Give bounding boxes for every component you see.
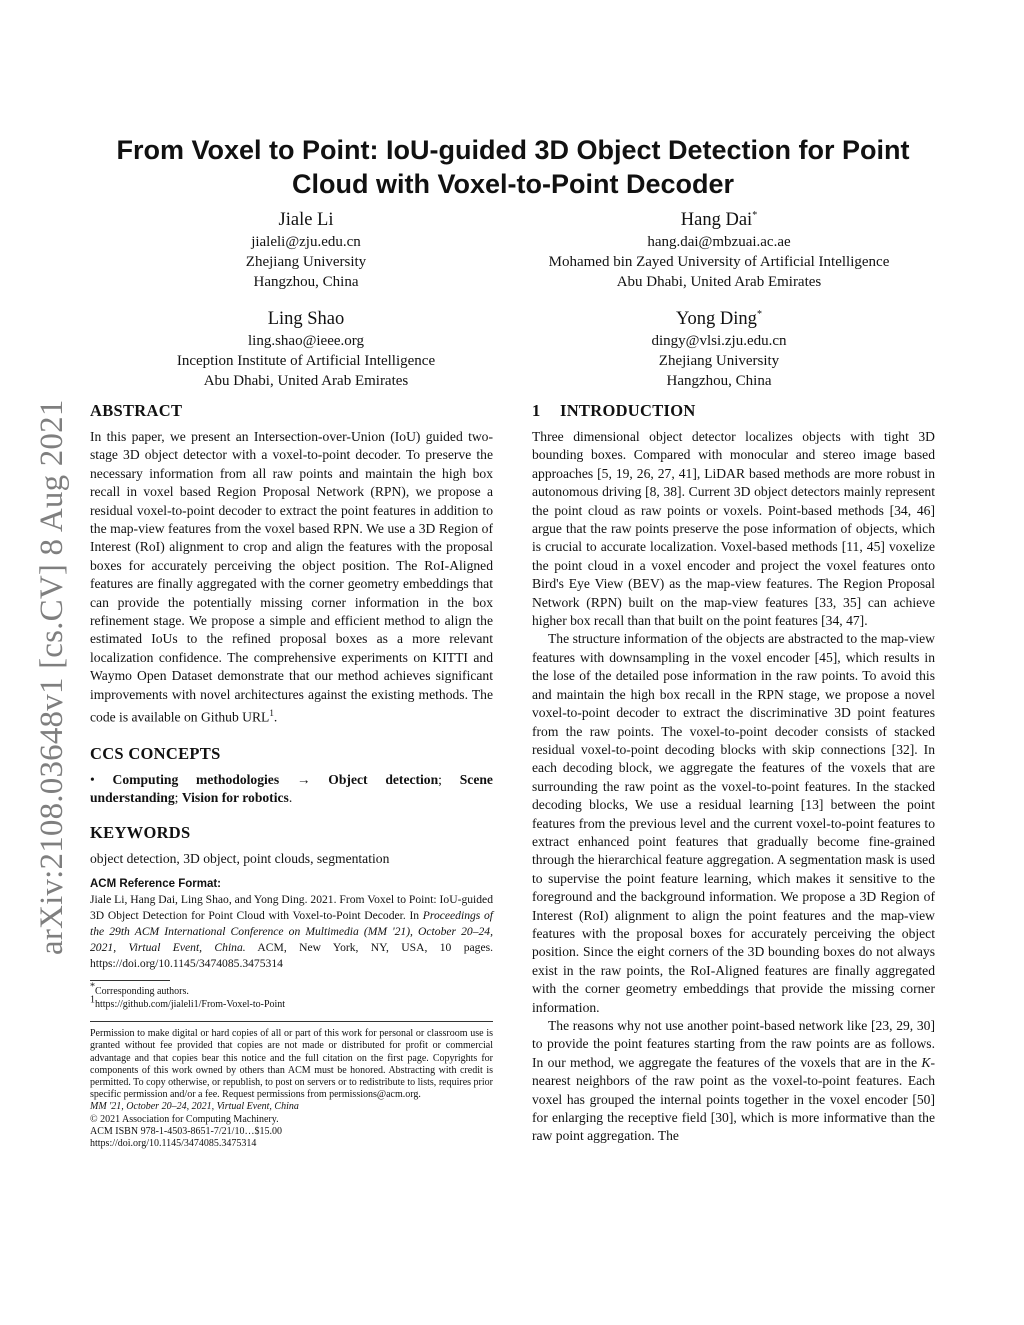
- author-name: Ling Shao: [267, 309, 345, 329]
- author-location: Abu Dhabi, United Arab Emirates: [616, 274, 822, 290]
- abstract-heading: ABSTRACT: [90, 401, 183, 420]
- author-name: Yong Ding*: [676, 308, 762, 329]
- introduction-heading: 1 INTRODUCTION: [532, 401, 696, 420]
- acm-reference-label: ACM Reference Format:: [90, 878, 221, 891]
- author-block-2: [519, 208, 919, 292]
- left-column: [90, 400, 493, 1150]
- footnote-divider: [90, 980, 170, 981]
- permission-divider: [90, 1021, 493, 1022]
- author-block-1: [186, 208, 426, 292]
- author-email[interactable]: hang.dai@mbzuai.ac.ae: [647, 234, 791, 250]
- keywords-text: object detection, 3D object, point clouds, segmentation: [90, 850, 390, 866]
- author-location: Hangzhou, China: [666, 373, 772, 389]
- copyright-line: © 2021 Association for Computing Machinery.: [90, 1113, 279, 1125]
- ccs-concepts: • Computing methodologies → Object detection; Scene understanding; Vision for robotics.: [90, 772, 493, 806]
- isbn-line: ACM ISBN 978-1-4503-8651-7/21/10…$15.00: [90, 1125, 282, 1137]
- acm-reference: Jiale Li, Hang Dai, Ling Shao, and Yong Ding. 2021. From Voxel to Point: IoU-guided 3D Object Detection for Point Cloud with Voxel-to-Point Decoder. In Proceedings of the 29th ACM International Conference on Multimedia (MM '21), October 20–24, 2021, Virtual Event, China. ACM, New York, NY, USA, 10 pages. https://doi.org/10.1145/3474085.3475314: [90, 893, 493, 971]
- footnote-github-link[interactable]: $^1$https://github.com/jialeli1/From-Voxel-to-Point: [90, 994, 286, 1011]
- right-column: [532, 400, 935, 1146]
- author-affiliation: Mohamed bin Zayed University of Artificial Intelligence: [548, 254, 890, 270]
- doi-link[interactable]: https://doi.org/10.1145/3474085.3475314: [90, 1138, 257, 1150]
- author-location: Abu Dhabi, United Arab Emirates: [203, 373, 409, 389]
- paper-title: From Voxel to Point: IoU-guided 3D Object Detection for Point Cloud with Voxel-to-Point Decoder: [116, 135, 910, 199]
- author-block-4: [599, 307, 839, 391]
- author-affiliation: Zhejiang University: [245, 254, 367, 270]
- author-affiliation: Zhejiang University: [658, 353, 780, 369]
- author-location: Hangzhou, China: [253, 274, 359, 290]
- abstract-text: In this paper, we present an Intersection-over-Union (IoU) guided two-stage 3D object detector with a voxel-to-point decoder. To preserve the necessary information from all raw points and maintain the high box recall in voxel based Region Proposal Network (RPN), we propose a residual voxel-to-point decoder to extract the point features in addition to the map-view features from the voxel based RPN. We use a 3D Region of Interest (RoI) alignment to crop and align the features with the proposal boxes for accurately perceiving the object position. The RoI-Aligned features are finally aggregated with the corner geometry embeddings that can provide the potentially missing corner information in the box refinement stage. We propose a simple and efficient method to align the estimated IoUs to the refined proposal boxes as a more relevant localization confidence. The comprehensive experiments on KITTI and Waymo Open Dataset demonstrate that our method achieves significant improvements with novel architectures against the existing methods. The code is available on Github URL$^1$.: [90, 429, 493, 725]
- author-name: Jiale Li: [278, 210, 334, 230]
- permission-notice: Permission to make digital or hard copies of all or part of this work for personal or classroom use is granted without fee provided that copies are not made or distributed for profit or commercial advantage and that copies bear this notice and the full citation on the first page. Copyrights for components of this work owned by others than ACM must be honored. Abstracting with credit is permitted. To copy otherwise, or republish, to post on servers or to redistribute to lists, requires prior specific permission and/or a fee. Request permissions from permissions@acm.org.: [90, 1028, 493, 1101]
- keywords-heading: KEYWORDS: [90, 822, 191, 842]
- arxiv-identifier-stamp[interactable]: arXiv:2108.03648v1 [cs.CV] 8 Aug 2021: [34, 399, 70, 955]
- author-name: Hang Dai*: [680, 209, 758, 230]
- intro-paragraph-3: The reasons why not use another point-based network like [23, 29, 30] to provide the point features starting from the raw points are as follows. In our method, we aggregate the features of the voxels that are in the K-nearest neighbors of the raw point as the voxel-to-point features. Each voxel has grouped the internal points together in the voxel encoder [50] for enlarging the receptive field [30], which is more informative than the raw point aggregation. The: [532, 1018, 935, 1144]
- author-email[interactable]: jialeli@zju.edu.cn: [251, 234, 361, 250]
- author-email[interactable]: dingy@vlsi.zju.edu.cn: [651, 333, 787, 349]
- author-block-3: [146, 307, 466, 391]
- footnote-corresponding: *Corresponding authors.: [90, 981, 189, 998]
- author-email[interactable]: ling.shao@ieee.org: [247, 333, 364, 349]
- permission-venue: MM '21, October 20–24, 2021, Virtual Event, China: [90, 1101, 299, 1113]
- author-affiliation: Inception Institute of Artificial Intelligence: [176, 353, 436, 369]
- intro-paragraph-2: The structure information of the objects are abstracted to the map-view features with downsampling in the voxel encoder [45], which results in the lose of the detailed pose information in the raw points. To avoid this and maintain the high box recall in the RPN stage, we propose a novel voxel-to-point decoder to extract the discriminative 3D point features from the raw points. The voxel-to-point decoder consists of stacked residual voxel-to-point decoding blocks with skip connections [32]. In each decoding block, we aggregate the features of the voxels that are surrounding the raw point as the voxel-to-point features. In the stacked decoding blocks, We use a residual learning [13] between the point features from the previous level and the current voxel-to-point features to extract enhanced point features that gradually become fine-grained through the hierarchical feature aggregation. A segmentation mask is used to supervise the point feature learning, which makes it sensitive to the foreground and the background information. We propose a 3D Region of Interest (RoI) alignment to align the point features and the map-view features with the proposal boxes for accurately perceiving the object position. Since the eight corners of the 3D bounding boxes do not always exist in the raw points, the RoI-Aligned features are finally aggregated with the corner geometry embeddings that provide the missing corner information.: [532, 631, 935, 1015]
- footnote-ref[interactable]: 1: [269, 708, 274, 719]
- ccs-heading: CCS CONCEPTS: [90, 744, 221, 764]
- intro-paragraph-1: Three dimensional object detector localizes objects with tight 3D bounding boxes. Compared with monocular and stereo image based approaches [5, 19, 26, 27, 41], LiDAR based methods are more robust in autonomous driving [8, 38]. Current 3D object detectors mainly represent the point cloud as raw points or voxels. Point-based methods [34, 46] argue that the raw points preserve the pose information of objects, which is crucial to accurate localization. Voxel-based methods [11, 45] voxelize the point cloud in a voxel encoder and project the voxel features onto Bird's Eye View (BEV) as the map-view features. The Region Proposal Network (RPN) built on the map-view features [33, 35] can achieve higher box recall than that built on the point features [34, 47].: [532, 429, 935, 629]
